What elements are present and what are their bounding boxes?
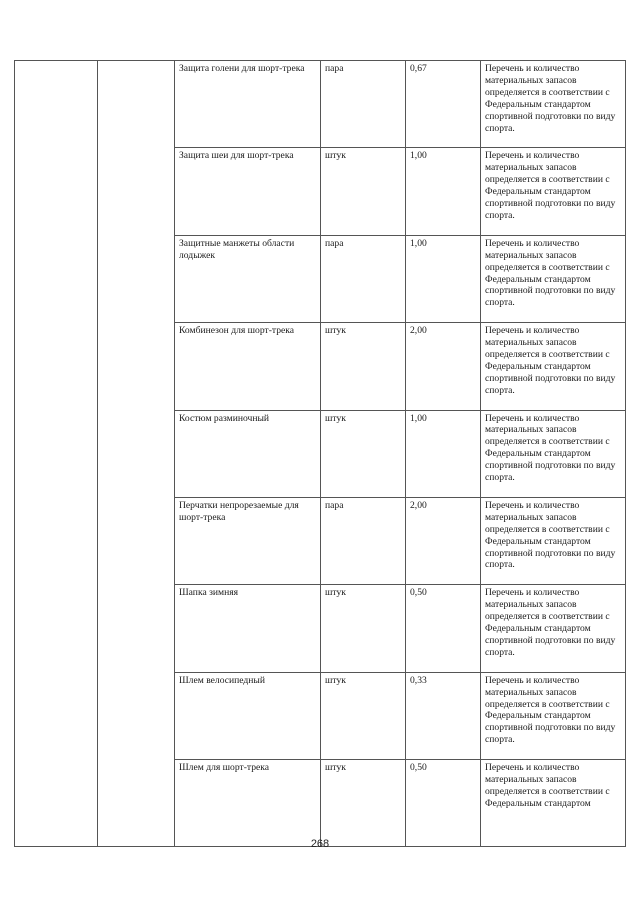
item-note: Перечень и количество материальных запасов определяется в соответствии с Федеральным стандартом спортивной подготовки по виду спорта. — [481, 148, 626, 235]
item-unit: пара — [321, 61, 406, 148]
item-name: Комбинезон для шорт-трека — [175, 323, 321, 410]
page-number: 268 — [310, 838, 330, 850]
item-note: Перечень и количество материальных запасов определяется в соответствии с Федеральным стандартом спортивной подготовки по виду спорта. — [481, 585, 626, 672]
item-unit: штук — [321, 410, 406, 497]
item-note: Перечень и количество материальных запасов определяется в соответствии с Федеральным стандартом спортивной подготовки по виду спорта. — [481, 497, 626, 584]
blank-cell-col2 — [98, 61, 175, 847]
item-quantity: 0,50 — [406, 760, 481, 847]
item-unit: штук — [321, 585, 406, 672]
item-quantity: 1,00 — [406, 148, 481, 235]
item-quantity: 0,67 — [406, 61, 481, 148]
item-unit: штук — [321, 672, 406, 759]
blank-cell-col1 — [15, 61, 98, 847]
item-name: Перчатки непрорезаемые для шорт-трека — [175, 497, 321, 584]
item-unit: штук — [321, 148, 406, 235]
item-name: Защита шеи для шорт-трека — [175, 148, 321, 235]
item-unit: пара — [321, 497, 406, 584]
item-note: Перечень и количество материальных запасов определяется в соответствии с Федеральным стандартом спортивной подготовки по виду спорта. — [481, 235, 626, 322]
item-quantity: 0,50 — [406, 585, 481, 672]
item-quantity: 1,00 — [406, 410, 481, 497]
item-note: Перечень и количество материальных запасов определяется в соответствии с Федеральным стандартом спортивной подготовки по виду спорта. — [481, 61, 626, 148]
item-unit: пара — [321, 235, 406, 322]
item-name: Шлем для шорт-трека — [175, 760, 321, 847]
item-note: Перечень и количество материальных запасов определяется в соответствии с Федеральным стандартом спортивной подготовки по виду спорта. — [481, 323, 626, 410]
item-name: Шапка зимняя — [175, 585, 321, 672]
item-unit: штук — [321, 760, 406, 847]
item-name: Костюм разминочный — [175, 410, 321, 497]
materials-table — [14, 60, 626, 847]
item-note: Перечень и количество материальных запасов определяется в соответствии с Федеральным стандартом — [481, 760, 626, 847]
item-note: Перечень и количество материальных запасов определяется в соответствии с Федеральным стандартом спортивной подготовки по виду спорта. — [481, 410, 626, 497]
item-note: Перечень и количество материальных запасов определяется в соответствии с Федеральным стандартом спортивной подготовки по виду спорта. — [481, 672, 626, 759]
item-name: Шлем велосипедный — [175, 672, 321, 759]
item-name: Защитные манжеты области лодыжек — [175, 235, 321, 322]
item-quantity: 0,33 — [406, 672, 481, 759]
item-name: Защита голени для шорт-трека — [175, 61, 321, 148]
item-quantity: 1,00 — [406, 235, 481, 322]
item-quantity: 2,00 — [406, 323, 481, 410]
item-quantity: 2,00 — [406, 497, 481, 584]
item-unit: штук — [321, 323, 406, 410]
table-row — [15, 61, 626, 148]
